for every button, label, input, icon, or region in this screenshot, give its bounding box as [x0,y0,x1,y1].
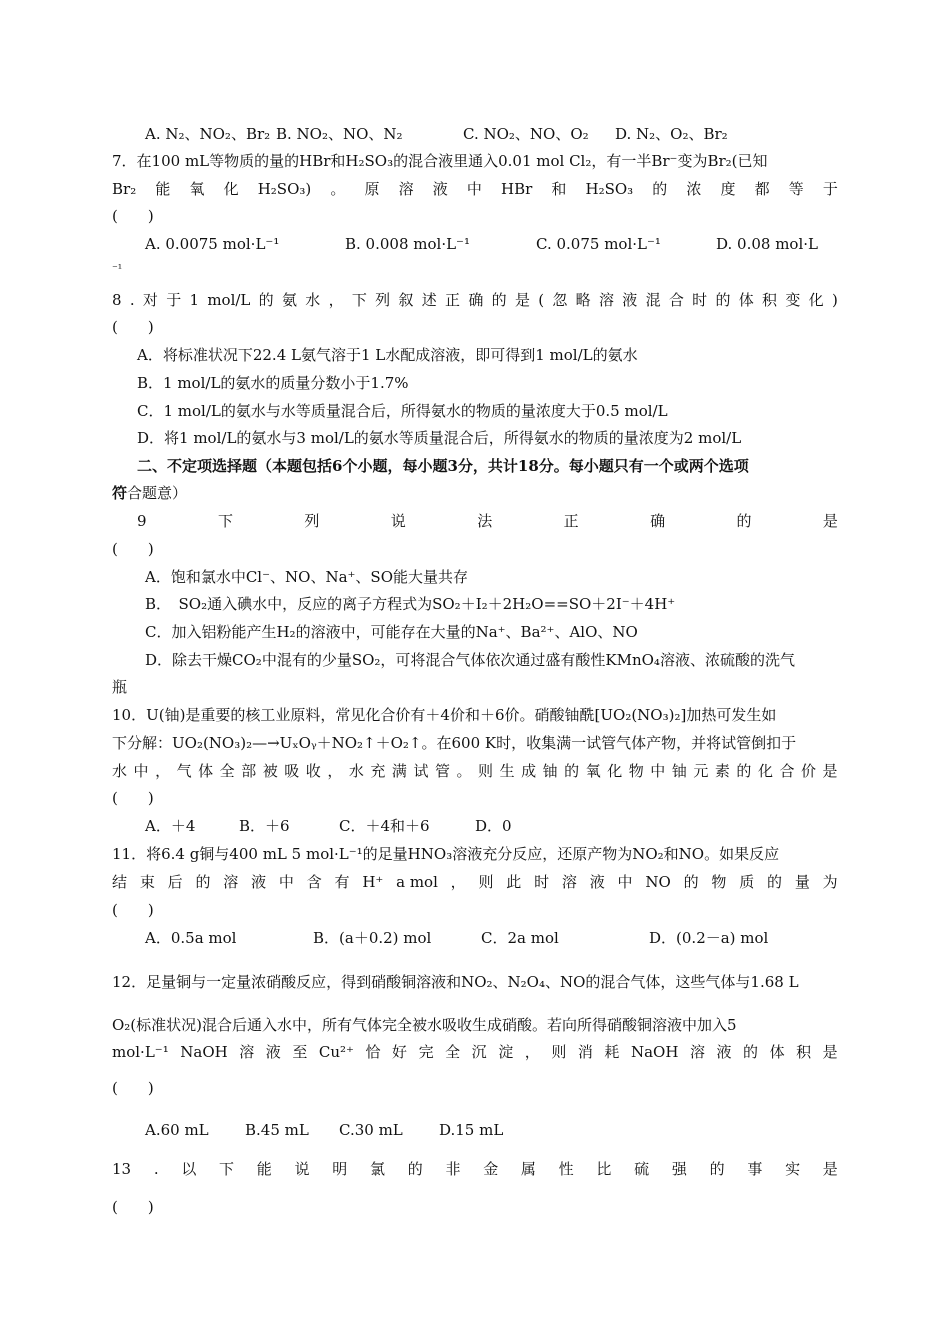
q9-option-b: B． SO₂通入碘水中，反应的离子方程式为SO₂＋I₂＋2H₂O==SO＋2I⁻＋4H⁺ [145,595,676,613]
justified-word: 吸 [284,762,300,780]
justified-word: 13 [112,1160,132,1178]
q6-option-c: C. NO₂、NO、O₂ [463,125,589,143]
q10-option-a: A．＋4 [145,817,196,835]
justified-word: HBr [500,180,533,198]
q10-stem-line2: 下分解：UO₂(NO₃)₂—→UₓOᵧ＋NO₂↑＋O₂↑。在600 K时，收集满一试管气体产物，并将试管倒扣于 [112,734,797,752]
q10-option-c: C．＋4和＋6 [339,817,430,835]
justified-word: H₂SO₃ [585,180,634,198]
justified-word: 列 [375,291,391,309]
q12-option-c: C.30 mL [339,1121,403,1139]
justified-word: ， [327,762,343,780]
justified-word: 液 [589,873,605,891]
justified-word: 是 [822,512,838,530]
q8-option-b: B．1 mol/L的氨水的质量分数小于1.7% [137,374,409,392]
justified-word: 元 [693,762,709,780]
q13-answer-paren: ( ) [112,1198,154,1216]
justified-word: 和 [551,180,567,198]
justified-word: 体 [738,291,754,309]
justified-word: 淀 [498,1043,514,1061]
justified-word: 化 [757,762,773,780]
justified-word: 。 [456,762,472,780]
justified-word: 生 [499,762,515,780]
justified-word: 中 [617,873,633,891]
q9-option-d-tail: 瓶 [112,678,128,696]
justified-word: 的 [736,512,752,530]
justified-word: 完 [418,1043,434,1061]
justified-word: 的 [683,873,699,891]
justified-word: 质 [739,873,755,891]
q12-option-a: A.60 mL [145,1121,209,1139]
q11-answer-paren: ( ) [112,901,154,919]
justified-word: 是 [514,291,530,309]
q7-options [145,234,838,254]
justified-word: 强 [671,1160,687,1178]
justified-word: 管 [434,762,450,780]
q11-stem-line2 [112,872,838,892]
justified-word: 下 [219,1160,235,1178]
justified-word: 时 [534,873,550,891]
q7-stem-line1: 7．在100 mL等物质的量的HBr和H₂SO₃的混合液里通入0.01 mol Cl₂，有一半Br⁻变为Br₂(已知 [112,152,768,170]
section-2-heading: 二、不定项选择题（本题包括6个小题，每小题3分，共计18分。每小题只有一个或两个选项 [137,457,749,475]
q10-options [145,816,838,836]
justified-word: 物 [711,873,727,891]
justified-word: 全 [219,762,235,780]
q8-answer-paren: ( ) [112,318,154,336]
q7-option-d: D. 0.08 mol·L [716,235,818,253]
justified-word: 于 [166,291,182,309]
justified-word: 则 [478,873,494,891]
justified-word: 中 [133,762,149,780]
justified-word: 列 [304,512,320,530]
justified-word: 溶 [598,291,614,309]
q11-option-b: B．(a＋0.2) mol [313,929,432,947]
justified-word: 液 [251,873,267,891]
justified-word: 中 [278,873,294,891]
justified-word: 水 [305,291,321,309]
justified-word: 于 [822,180,838,198]
justified-word: 体 [198,762,214,780]
justified-word: 变 [785,291,801,309]
section-2-heading-bold-char: 符 [112,484,128,502]
q6-options [145,124,838,144]
justified-word: 说 [390,512,406,530]
justified-word: 确 [650,512,666,530]
justified-word: 液 [265,1043,281,1061]
justified-word: 好 [392,1043,408,1061]
justified-word: 1 [189,291,200,309]
justified-word: H₂SO₃) [257,180,312,198]
q12-stem-line3 [112,1042,838,1062]
justified-word: Cu²⁺ [318,1043,354,1061]
justified-word: 金 [483,1160,499,1178]
justified-word: 成 [521,762,537,780]
justified-word: 化 [808,291,824,309]
justified-word: 被 [262,762,278,780]
q12-option-b: B.45 mL [245,1121,309,1139]
justified-word: 的 [195,873,211,891]
justified-word: 溶 [223,873,239,891]
justified-word: 溶 [689,1043,705,1061]
q7-stem-line2 [112,179,838,199]
justified-word: 满 [391,762,407,780]
justified-word: 积 [796,1043,812,1061]
justified-word: NaOH [630,1043,679,1061]
q11-option-c: C．2a mol [481,929,559,947]
q10-stem-line1: 10．U(铀)是重要的核工业原料，常见化合价有＋4价和＋6价。硝酸铀酰[UO₂(NO₃)₂]加热可发生如 [112,706,777,724]
justified-word: ( [538,291,545,309]
justified-word: 8 [112,291,122,309]
q10-option-b: B．＋6 [239,817,290,835]
q11-option-d: D．(0.2－a) mol [649,929,769,947]
justified-word: 恰 [365,1043,381,1061]
q7-option-d-unit: ⁻¹ [112,262,123,275]
justified-word: . [129,291,135,309]
justified-word: 沉 [471,1043,487,1061]
justified-word: 的 [652,180,668,198]
justified-word: 价 [801,762,817,780]
justified-word: 全 [445,1043,461,1061]
q8-option-a: A．将标准状况下22.4 L氨气溶于1 L水配成溶液，即可得到1 mol/L的氨水 [137,346,638,364]
q6-option-d: D. N₂、O₂、Br₂ [615,125,728,143]
justified-word: 的 [258,291,274,309]
q10-option-d: D．0 [475,817,512,835]
justified-word: 下 [217,512,233,530]
justified-word: 。 [330,180,346,198]
justified-word: 述 [421,291,437,309]
justified-word: ， [524,1043,540,1061]
justified-word: 非 [445,1160,461,1178]
justified-word: 属 [520,1160,536,1178]
justified-word: 体 [769,1043,785,1061]
justified-word: 能 [155,180,171,198]
justified-word: 氧 [189,180,205,198]
q6-option-b: B. NO₂、NO、N₂ [276,125,403,143]
q12-stem-line1: 12．足量铜与一定量浓硝酸反应，得到硝酸铜溶液和NO₂、N₂O₄、NO的混合气体，这些气体与1.68 L [112,973,799,991]
q10-stem-line3 [112,761,838,781]
justified-word: 正 [445,291,461,309]
justified-word: 9 [137,512,147,530]
justified-word: 素 [714,762,730,780]
justified-word: 物 [628,762,644,780]
q9-option-d: D．除去干燥CO₂中混有的少量SO₂，可将混合气体依次通过盛有酸性KMnO₄溶液、浓硫酸的洗气 [145,651,795,669]
justified-word: 是 [822,762,838,780]
q10-answer-paren: ( ) [112,789,154,807]
justified-word: 含 [306,873,322,891]
justified-word: 耗 [604,1043,620,1061]
q11-options [145,928,838,948]
justified-word: 性 [558,1160,574,1178]
justified-word: NO [645,873,671,891]
q8-option-c: C．1 mol/L的氨水与水等质量混合后，所得氨水的物质的量浓度大于0.5 mol/L [137,402,668,420]
justified-word: 消 [577,1043,593,1061]
q12-stem-line2: O₂(标准状况)混合后通入水中，所有气体完全被水吸收生成硝酸。若向所得硝酸铜溶液中加入5 [112,1016,737,1034]
q6-option-a: A. N₂、NO₂、Br₂ [145,125,271,143]
justified-word: 实 [785,1160,801,1178]
justified-word: 是 [822,1160,838,1178]
justified-word: 结 [112,873,128,891]
justified-word: 原 [364,180,380,198]
justified-word: 等 [788,180,804,198]
justified-word: mol·L⁻¹ [112,1043,169,1061]
justified-word: 硫 [634,1160,650,1178]
q7-option-b: B. 0.008 mol·L⁻¹ [345,235,470,253]
justified-word: ， [450,873,466,891]
justified-word: 比 [596,1160,612,1178]
q9-stem [137,511,838,531]
justified-word: 度 [720,180,736,198]
q8-stem-line1 [112,290,838,310]
justified-word: 束 [139,873,155,891]
justified-word: 溶 [398,180,414,198]
justified-word: 的 [743,1043,759,1061]
justified-word: 的 [709,1160,725,1178]
justified-word: 能 [256,1160,272,1178]
justified-word: 确 [468,291,484,309]
justified-word: 化 [607,762,623,780]
q11-stem-line1: 11．将6.4 g铜与400 mL 5 mol·L⁻¹的足量HNO₃溶液充分反应，还原产物为NO₂和NO。如果反应 [112,845,780,863]
justified-word: 的 [736,762,752,780]
justified-word: 中 [650,762,666,780]
justified-word: 有 [334,873,350,891]
justified-word: 混 [645,291,661,309]
justified-word: 是 [822,1043,838,1061]
q7-option-a: A. 0.0075 mol·L⁻¹ [145,235,280,253]
justified-word: 液 [716,1043,732,1061]
justified-word: Br₂ [112,180,137,198]
justified-word: 积 [762,291,778,309]
section-2-heading-rest: 合题意） [127,484,188,502]
q8-option-d: D．将1 mol/L的氨水与3 mol/L的氨水等质量混合后，所得氨水的物质的量浓度为2 mol/L [137,429,742,447]
justified-word: 法 [477,512,493,530]
justified-word: 至 [292,1043,308,1061]
justified-word: a mol [396,873,438,891]
justified-word: 液 [432,180,448,198]
justified-word: 氨 [281,291,297,309]
justified-word: 水 [112,762,128,780]
justified-word: 忽 [552,291,568,309]
justified-word: ) [831,291,838,309]
q9-answer-paren: ( ) [112,540,154,558]
justified-word: 试 [413,762,429,780]
section-2-heading-cont [112,483,838,503]
q13-stem [112,1159,838,1179]
justified-word: 时 [692,291,708,309]
justified-word: 化 [223,180,239,198]
justified-word: 的 [767,873,783,891]
q12-option-d: D.15 mL [439,1121,504,1139]
justified-word: 的 [564,762,580,780]
q12-answer-paren: ( ) [112,1079,154,1097]
justified-word: NaOH [180,1043,228,1061]
justified-word: ， [155,762,171,780]
justified-word: 以 [181,1160,197,1178]
justified-word: 则 [551,1043,567,1061]
justified-word: 都 [754,180,770,198]
q11-option-a: A．0.5a mol [145,929,237,947]
justified-word: mol/L [207,291,251,309]
justified-word: 略 [575,291,591,309]
justified-word: 合 [668,291,684,309]
justified-word: 后 [167,873,183,891]
justified-word: 的 [407,1160,423,1178]
justified-word: 充 [370,762,386,780]
justified-word: 水 [348,762,364,780]
justified-word: 正 [563,512,579,530]
justified-word: 铀 [542,762,558,780]
justified-word: 说 [294,1160,310,1178]
justified-word: 氧 [585,762,601,780]
justified-word: 中 [466,180,482,198]
justified-word: 事 [747,1160,763,1178]
justified-word: . [153,1160,159,1178]
justified-word: 叙 [398,291,414,309]
justified-word: 气 [176,762,192,780]
justified-word: 则 [478,762,494,780]
justified-word: 的 [715,291,731,309]
justified-word: ， [328,291,344,309]
justified-word: 的 [491,291,507,309]
justified-word: 量 [794,873,810,891]
q9-option-a: A．饱和氯水中Cl⁻、NO、Na⁺、SO能大量共存 [145,568,469,586]
justified-word: 为 [822,873,838,891]
q7-answer-paren: ( ) [112,207,154,225]
justified-word: 对 [142,291,158,309]
justified-word: 部 [241,762,257,780]
justified-word: 氯 [369,1160,385,1178]
justified-word: 浓 [686,180,702,198]
justified-word: 合 [779,762,795,780]
justified-word: H⁺ [362,873,384,891]
justified-word: 铀 [671,762,687,780]
q7-option-c: C. 0.075 mol·L⁻¹ [536,235,661,253]
justified-word: 明 [332,1160,348,1178]
justified-word: 溶 [239,1043,255,1061]
q9-option-c: C．加入铝粉能产生H₂的溶液中，可能存在大量的Na⁺、Ba²⁺、AlO、NO [145,623,638,641]
justified-word: 收 [305,762,321,780]
justified-word: 溶 [561,873,577,891]
justified-word: 下 [351,291,367,309]
q12-options [145,1120,838,1140]
justified-word: 液 [622,291,638,309]
justified-word: 此 [506,873,522,891]
